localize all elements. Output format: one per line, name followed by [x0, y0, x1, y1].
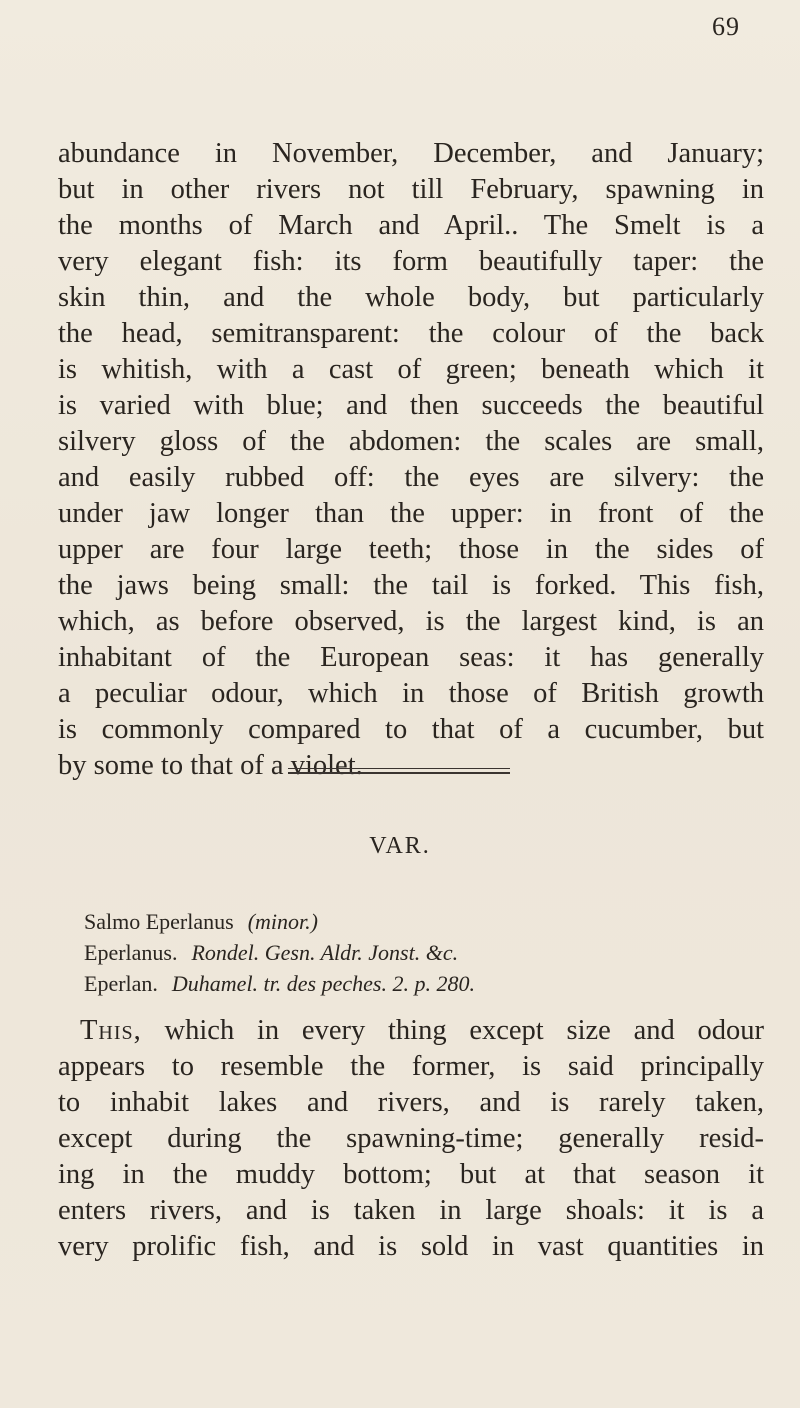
text-line: except during the spawning-time; generally resid- [58, 1123, 764, 1154]
text-line: ing in the muddy bottom; but at that season it [58, 1159, 764, 1190]
text-line: the head, semitransparent: the colour of the back [58, 318, 764, 349]
text-line: is commonly compared to that of a cucumber, but [58, 714, 764, 745]
text-line: the jaws being small: the tail is forked. This fish, [58, 570, 764, 601]
synonymy-list [84, 906, 475, 999]
text-line: skin thin, and the whole body, but particularly [58, 282, 764, 313]
synonymy-reference: Duhamel. tr. des peches. 2. p. 280. [171, 971, 475, 996]
synonymy-reference: (minor.) [247, 909, 318, 934]
synonymy-name: Eperlan. [84, 971, 158, 996]
synonymy-entry [84, 906, 475, 937]
text-line-first [58, 1013, 764, 1049]
text-line: very prolific fish, and is sold in vast quantities in [58, 1231, 764, 1262]
paragraph-opening-word: This, [80, 1015, 142, 1046]
synonymy-name: Eperlanus. [84, 940, 178, 965]
synonymy-entry [84, 937, 475, 968]
synonymy-entry [84, 968, 475, 999]
text-line: upper are four large teeth; those in the sides of [58, 534, 764, 565]
paragraph-smelt-description [58, 136, 764, 784]
text-line-rest: which in every thing except size and odour [141, 1015, 764, 1046]
section-divider-rule [288, 768, 510, 774]
text-line: but in other rivers not till February, spawning in [58, 174, 764, 205]
text-line: abundance in November, December, and January; [58, 138, 764, 169]
text-line: which, as before observed, is the largest kind, is an [58, 606, 764, 637]
text-line: the months of March and April.. The Smelt is a [58, 210, 764, 241]
page-number: 69 [712, 12, 740, 41]
text-line: a peculiar odour, which in those of British growth [58, 678, 764, 709]
text-line: silvery gloss of the abdomen: the scales are small, [58, 426, 764, 457]
text-line: under jaw longer than the upper: in front of the [58, 498, 764, 529]
text-line: very elegant fish: its form beautifully taper: the [58, 246, 764, 277]
text-line: and easily rubbed off: the eyes are silvery: the [58, 462, 764, 493]
text-line: appears to resemble the former, is said principally [58, 1051, 764, 1082]
text-line: enters rivers, and is taken in large shoals: it is a [58, 1195, 764, 1226]
text-line: by some to that of a violet. [58, 750, 363, 781]
paragraph-variety-description [58, 1013, 764, 1265]
text-line: is varied with blue; and then succeeds the beautiful [58, 390, 764, 421]
synonymy-name: Salmo Eperlanus [84, 909, 234, 934]
text-line: to inhabit lakes and rivers, and is rarely taken, [58, 1087, 764, 1118]
synonymy-reference: Rondel. Gesn. Aldr. Jonst. &c. [191, 940, 459, 965]
section-heading: VAR. [369, 833, 431, 859]
text-line: inhabitant of the European seas: it has generally [58, 642, 764, 673]
text-line: is whitish, with a cast of green; beneath which it [58, 354, 764, 385]
